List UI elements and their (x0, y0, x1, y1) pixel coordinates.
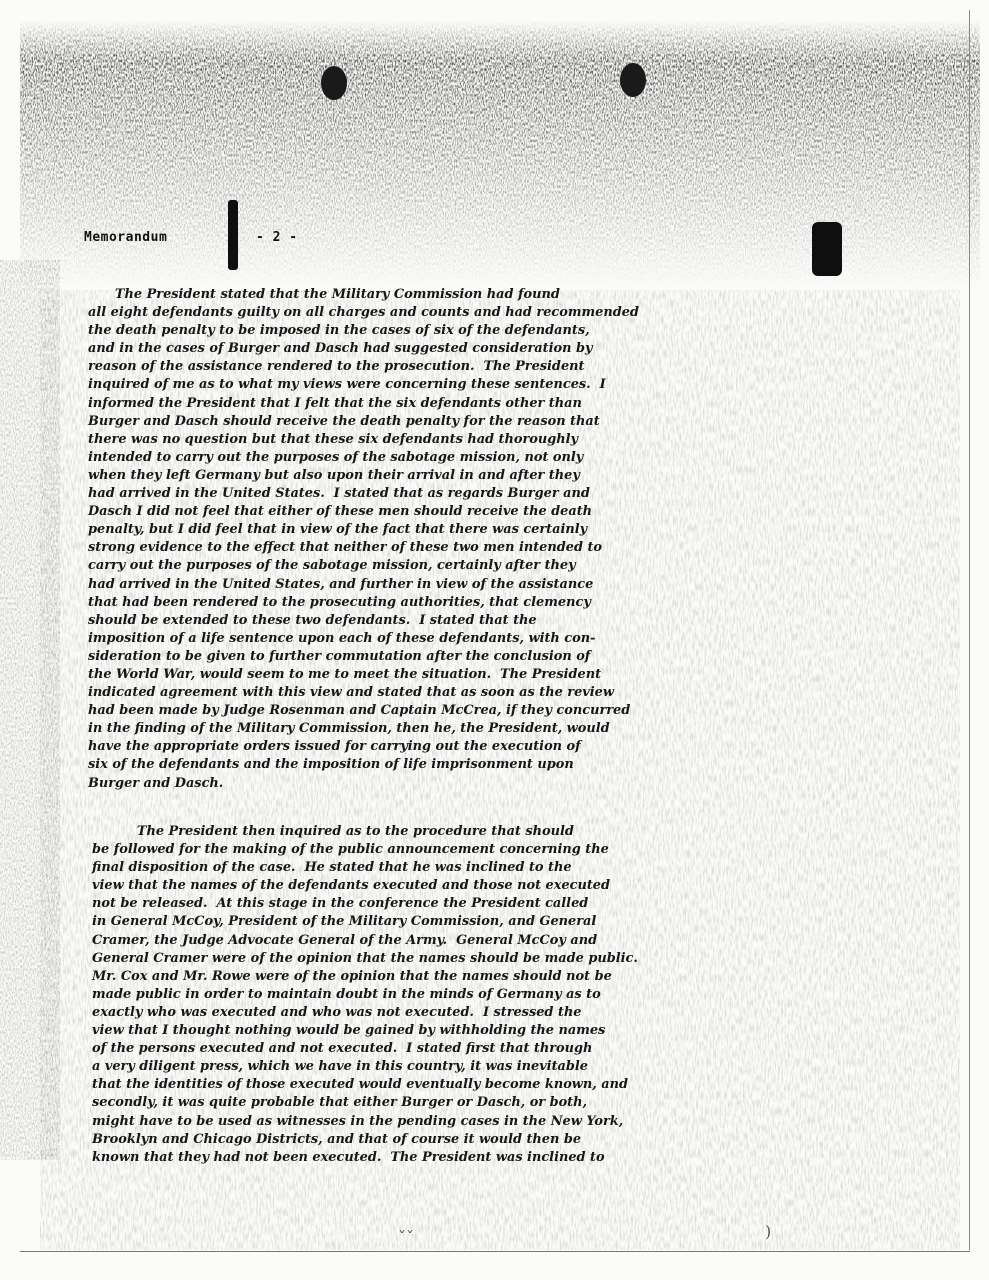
memo-header (84, 230, 298, 245)
ink-blot-left (228, 200, 238, 270)
paragraph-2: The President then inquired as to the procedure that should be followed for the making of the public announcement concerning the final disposition of the case. He stated that he was inclined to the view that the names of the defendants executed and those not executed not be released. At this stage in the conference the President called in General McCoy, President of the Military Commission, and General Cramer, the Judge Advocate General of the Army. General McCoy and General Cramer were of the opinion that the names should be made public. Mr. Cox and Mr. Rowe were of the opinion that the names should not be made public in order to maintain doubt in the minds of Germany as to exactly who was executed and who was not executed. I stressed the view that I thought nothing would be gained by withholding the names of the persons executed and not executed. I stated first that through a very diligent press, which we have in this country, it was inevitable that the identities of those executed would eventually become known, and secondly, it was quite probable that either Burger or Dasch, or both, might have to be used as witnesses in the pending cases in the New York, Brooklyn and Chicago Districts, and that of course it would then be known that they had not been executed. The President was inclined to (92, 824, 638, 1165)
punch-hole-left (321, 66, 347, 100)
page-number: - 2 - (256, 230, 298, 245)
scan-mark-right: ) (765, 1222, 772, 1241)
scan-mark-left: ˇˇ (398, 1228, 414, 1247)
punch-hole-right (620, 63, 646, 97)
page-edge-bottom (20, 1251, 970, 1252)
ink-blot-right (812, 222, 842, 276)
memo-label: Memorandum (84, 230, 168, 245)
page-edge-right (969, 10, 970, 1250)
paragraph-1: The President stated that the Military Commission had found all eight defendants guilty on all charges and counts and had recommended the death penalty to be imposed in the cases of six of the defendants, and in the cases of Burger and Dasch had suggested consideration by reason of the assistance rendered to the prosecution. The President inquired of me as to what my views were concerning these sentences. I informed the President that I felt that the six defendants other than Burger and Dasch should receive the death penalty for the reason that there was no question but that these six defendants had thoroughly intended to carry out the purposes of the sabotage mission, not only when they left Germany but also upon their arrival in and after they had arrived in the United States. I stated that as regards Burger and Dasch I did not feel that either of these men should receive the death penalty, but I did feel that in view of the fact that there was certainly strong evidence to the effect that neither of these two men intended to carry out the purposes of the sabotage mission, certainly after they had arrived in the United States, and further in view of the assistance that had been rendered to the prosecuting authorities, that clemency should be extended to these two defendants. I stated that the imposition of a life sentence upon each of these defendants, with con- sideration to be given to further commutation after the conclusion of the World War, would seem to me to meet the situation. The President indicated agreement with this view and stated that as soon as the review had been made by Judge Rosenman and Captain McCrea, if they concurred in the finding of the Military Commission, then he, the President, would have the appropriate orders issued for carrying out the execution of six of the defendants and the imposition of life imprisonment upon Burger and Dasch. (88, 287, 639, 791)
